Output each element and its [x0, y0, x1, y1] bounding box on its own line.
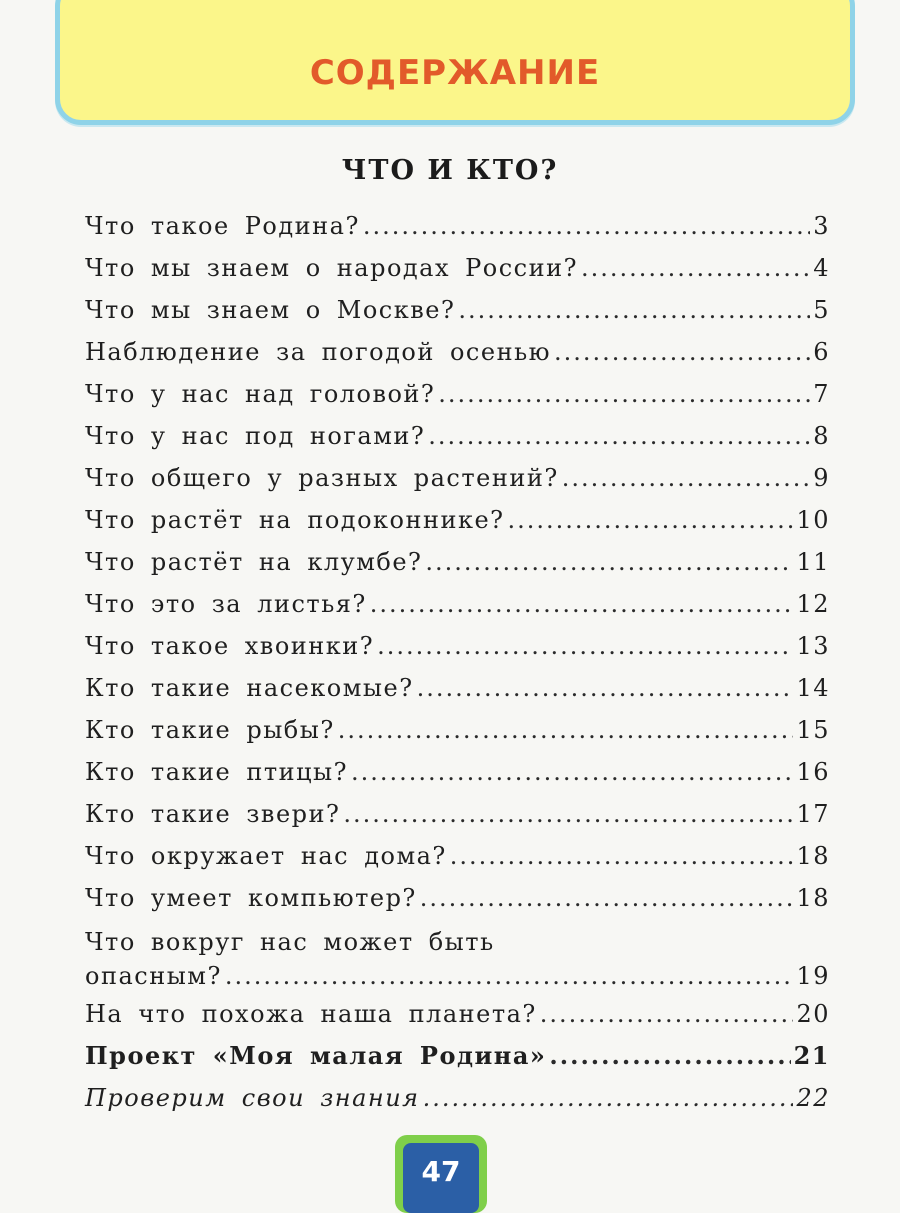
toc-entry [85, 625, 830, 667]
toc-entry [85, 373, 830, 415]
toc-entry-line2 [85, 959, 830, 993]
toc-entry-page: 13 [796, 632, 830, 660]
toc-entry-title: Что мы знаем о народах России? [85, 254, 578, 282]
page-title: СОДЕРЖАНИЕ [309, 53, 601, 93]
toc-entry-review [85, 1077, 830, 1119]
toc-entry [85, 289, 830, 331]
toc-entry-title: Что общего у разных растений? [85, 464, 559, 492]
toc-leader-dots [425, 541, 793, 583]
toc-entry-page: 18 [796, 842, 830, 870]
toc-entry-page: 16 [796, 758, 830, 786]
toc-entry-page: 8 [813, 422, 830, 450]
page-number-badge [395, 1135, 487, 1213]
toc-leader-dots [370, 583, 794, 625]
toc-entry [85, 247, 830, 289]
toc-leader-dots [554, 331, 810, 373]
toc-entry [85, 415, 830, 457]
toc-entry-title: Кто такие насекомые? [85, 674, 414, 702]
toc-entry [85, 793, 830, 835]
toc-entry-title: Кто такие птицы? [85, 758, 349, 786]
toc-leader-dots [438, 373, 810, 415]
toc-entry-title: Что у нас под ногами? [85, 422, 426, 450]
toc-entry-title: Что окружает нас дома? [85, 842, 447, 870]
toc-entry-page: 5 [813, 296, 830, 324]
toc-leader-dots [351, 751, 793, 793]
toc-entry-page: 4 [813, 254, 830, 282]
toc-leader-dots [540, 993, 794, 1035]
toc-entry [85, 835, 830, 877]
toc-entry-page: 9 [813, 464, 830, 492]
toc-leader-dots [562, 457, 811, 499]
toc-entry-page: 20 [796, 1000, 830, 1028]
toc-entry [85, 457, 830, 499]
toc-entry-page: 18 [796, 884, 830, 912]
toc-leader-dots [450, 835, 794, 877]
toc-entry-title: Что растёт на клумбе? [85, 548, 423, 576]
toc-entry-title: Наблюдение за погодой осенью [85, 338, 552, 366]
toc-leader-dots [428, 415, 810, 457]
toc-entry [85, 205, 830, 247]
toc-entry-page: 17 [796, 800, 830, 828]
toc-entry [85, 877, 830, 919]
toc-entry [85, 709, 830, 751]
toc-entry-title: Что такое Родина? [85, 212, 360, 240]
toc-entry-title: Что умеет компьютер? [85, 884, 417, 912]
toc-entry-page: 7 [813, 380, 830, 408]
toc-leader-dots [338, 709, 794, 751]
toc-entry-page: 11 [796, 548, 830, 576]
toc-leader-dots [549, 1035, 790, 1077]
header-band [55, 0, 855, 125]
toc-entry-title: Что у нас над головой? [85, 380, 436, 408]
toc-entry-page: 14 [796, 674, 830, 702]
toc-entry-title: Что вокруг нас может быть [85, 928, 495, 956]
toc-entry [85, 751, 830, 793]
toc-leader-dots [363, 205, 810, 247]
toc-entry [85, 919, 830, 993]
toc-entry-title: Проверим свои знания [85, 1084, 420, 1112]
toc-entry-title-continued: опасным? [85, 962, 222, 990]
toc-entry-page: 10 [796, 506, 830, 534]
toc-entry-page: 3 [813, 212, 830, 240]
toc-entry [85, 499, 830, 541]
toc-entry [85, 667, 830, 709]
section-heading: ЧТО И КТО? [341, 155, 559, 186]
toc-leader-dots [377, 625, 793, 667]
toc-entry-title: Что мы знаем о Москве? [85, 296, 456, 324]
toc-entry-page: 21 [793, 1041, 830, 1070]
toc-entry [85, 583, 830, 625]
toc-entry [85, 541, 830, 583]
toc-entry-title: Что это за листья? [85, 590, 367, 618]
toc-entry-title: Кто такие звери? [85, 800, 341, 828]
toc-entry-project [85, 1035, 830, 1077]
toc-leader-dots [458, 289, 810, 331]
toc-leader-dots [423, 1077, 794, 1119]
toc-entry-page: 15 [796, 716, 830, 744]
toc-leader-dots [417, 667, 794, 709]
toc-entry-page: 19 [796, 962, 830, 990]
toc-entry-title: Что такое хвоинки? [85, 632, 375, 660]
toc-leader-dots [508, 499, 794, 541]
toc-entry-page: 22 [796, 1084, 830, 1112]
toc-leader-dots [343, 793, 793, 835]
toc-entry-title: Кто такие рыбы? [85, 716, 335, 744]
toc-entry [85, 993, 830, 1035]
toc-leader-dots [420, 877, 794, 919]
toc-entry-title: На что похожа наша планета? [85, 1000, 537, 1028]
table-of-contents [85, 205, 830, 1119]
toc-entry [85, 331, 830, 373]
toc-leader-dots [225, 959, 794, 993]
toc-entry-page: 12 [796, 590, 830, 618]
toc-leader-dots [581, 247, 810, 289]
toc-entry-page: 6 [813, 338, 830, 366]
toc-entry-title: Что растёт на подоконнике? [85, 506, 505, 534]
toc-entry-title: Проект «Моя малая Родина» [85, 1041, 547, 1070]
page-number: 47 [403, 1143, 479, 1213]
